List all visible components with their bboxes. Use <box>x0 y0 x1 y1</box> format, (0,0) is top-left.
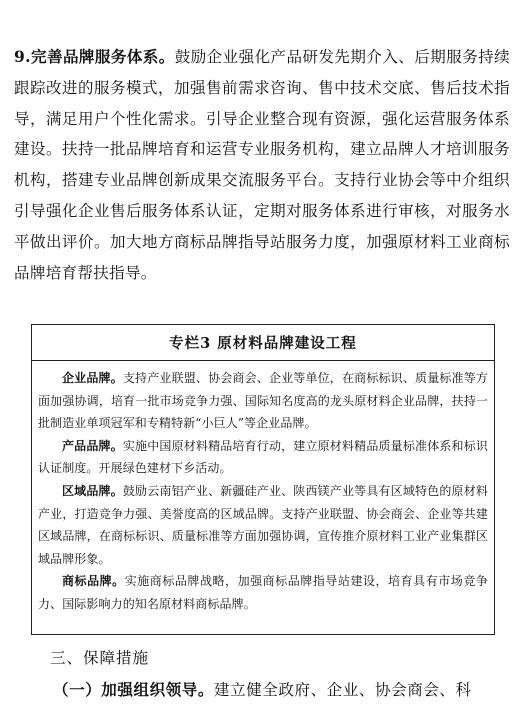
box-item-text: 鼓励云南铝产业、新疆硅产业、陕西镁产业等具有区域特色的原材料产业，打造竞争力强、美誉度高的区域品牌。支持产业联盟、协会商会、企业等共建区域品牌，在商标标识、质量标准等方面加强协调，宣传推介原材料工业产业集群区域品牌形象。 <box>38 483 488 566</box>
box-item-text: 支持产业联盟、协会商会、企业等单位，在商标标识、质量标准等方面加强协调，培育一批市场竞争力强、国际知名度高的龙头原材料企业品牌，扶持一批制造业单项冠军和专精特新“小巨人”等企业品牌。 <box>38 371 488 431</box>
box-item-regional-brand <box>38 480 488 570</box>
paragraph-brand-service <box>14 42 510 288</box>
box-item-product-brand <box>38 435 488 480</box>
box-item-keyword: 企业品牌。 <box>62 371 123 385</box>
paragraph-lead: 9.完善品牌服务体系。 <box>14 47 175 66</box>
box-item-text: 实施商标品牌战略，加强商标品牌指导站建设，培育具有市场竞争力、国际影响力的知名原材料商标品牌。 <box>38 574 488 611</box>
box-item-enterprise-brand <box>38 367 488 435</box>
box-item-keyword: 区域品牌。 <box>62 483 123 498</box>
subsection-text: 建立健全政府、企业、协会商会、科 <box>214 681 472 699</box>
column-box <box>31 324 495 635</box>
box-item-trademark-brand <box>38 570 488 615</box>
subsection-keyword: （一）加强组织领导。 <box>53 680 215 699</box>
column-box-header <box>32 325 494 361</box>
column-box-title: 专栏3 原材料品牌建设工程 <box>169 335 357 352</box>
box-item-text: 实施中国原材料精品培育行动，建立原材料精品质量标准体系和标识认证制度。开展绿色建材下乡活动。 <box>38 438 488 476</box>
box-item-keyword: 商标品牌。 <box>62 574 125 589</box>
paragraph-body: 鼓励企业强化产品研发先期介入、后期服务持续跟踪改进的服务模式，加强售前需求咨询、售中技术交底、售后技术指导，满足用户个性化需求。引导企业整合现有资源，强化运营服务体系建设。扶持一批品牌培育和运营专业服务机构，建立品牌人才培训服务机构，搭建专业品牌创新成果交流服务平台。支持行业协会等中介组织引导强化企业售后服务体系认证，定期对服务体系进行审核，对服务水平做出评价。加大地方商标品牌指导站服务力度，加强原材料工业商标品牌培育帮扶指导。 <box>14 48 510 282</box>
section-heading: 三、保障措施 <box>50 649 150 667</box>
box-item-keyword: 产品品牌。 <box>62 438 123 453</box>
subsection-paragraph <box>53 678 472 700</box>
column-box-body <box>32 361 494 616</box>
